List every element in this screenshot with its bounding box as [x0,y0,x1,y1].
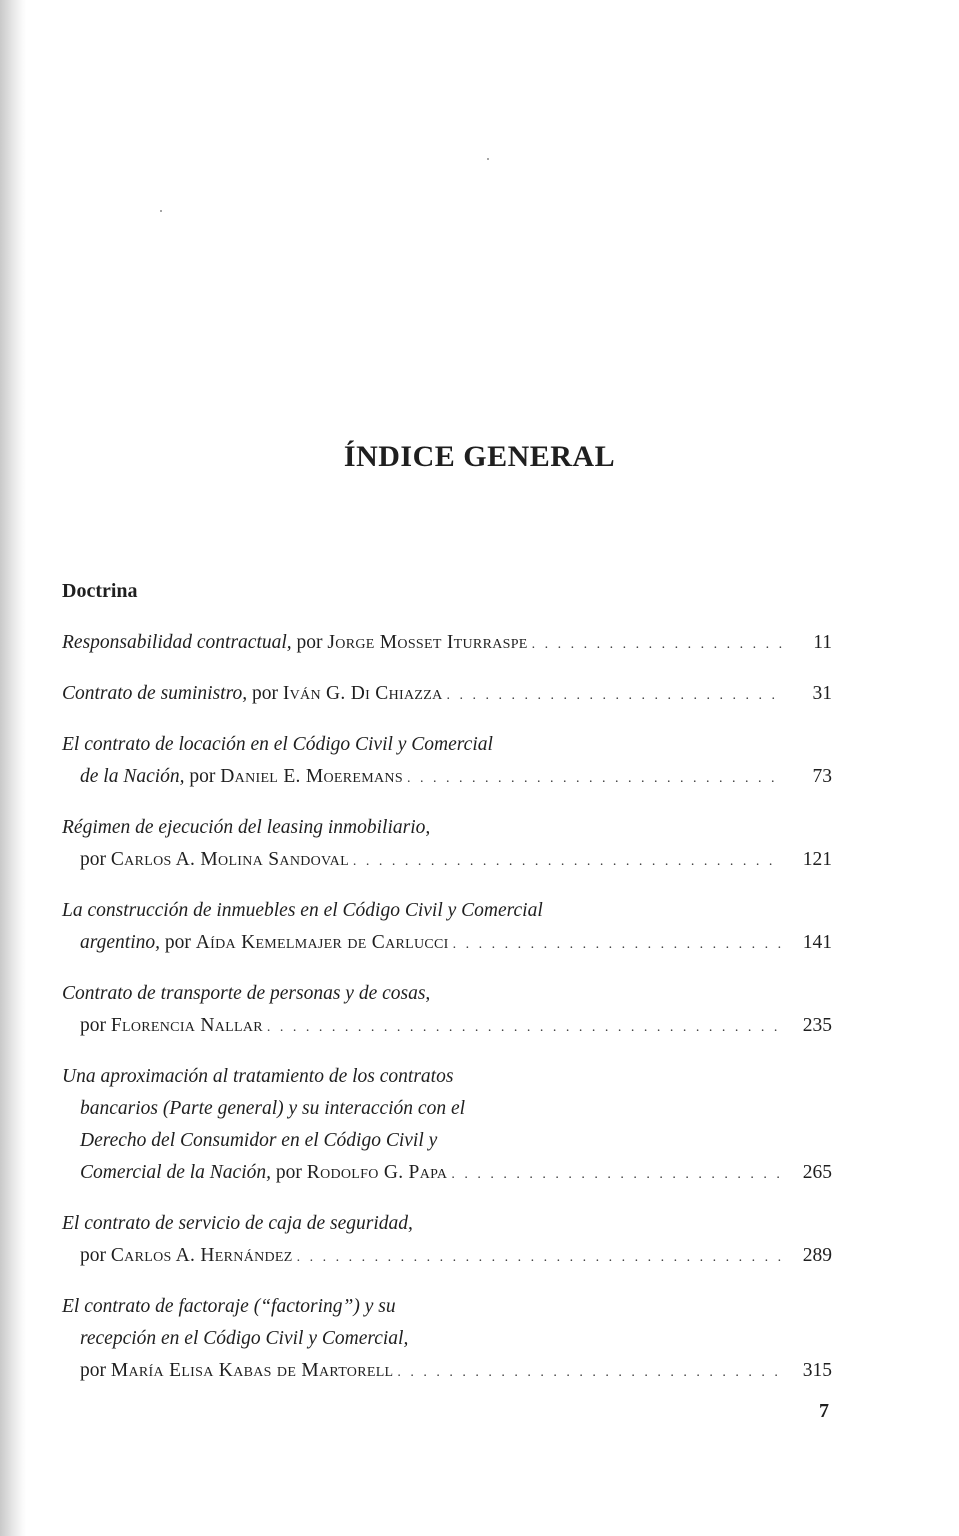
page-gutter-shadow [0,0,26,1536]
entry-page-number: 235 [802,1015,832,1036]
entry-author: Iván G. Di Chiazza [282,683,443,704]
entry-page-number: 121 [802,849,832,870]
toc-entry[interactable] [62,678,832,712]
entry-por: por [296,632,323,653]
entry-por: por [80,849,106,870]
entry-author: Aída Kemelmajer de Carlucci [195,932,449,953]
leader-dots [297,1242,782,1274]
entry-author: Rodolfo G. Papa [306,1162,448,1183]
entry-por: por [189,766,216,787]
toc-entry[interactable] [62,1291,832,1389]
entry-title: Contrato de transporte de personas y de cosas, [62,983,431,1004]
entry-page-number: 11 [813,632,832,653]
entry-title-continued: Derecho del Consumidor en el Código Civil y [80,1130,438,1151]
entry-por: por [80,1245,106,1266]
entry-author: Florencia Nallar [110,1015,263,1036]
toc-entry[interactable] [62,812,832,878]
leader-dots [397,1357,782,1389]
entry-por: por [275,1162,302,1183]
leader-dots [353,846,782,878]
entry-title: El contrato de servicio de caja de seguridad, [62,1213,413,1234]
leader-dots [407,763,782,795]
entry-title: La construcción de inmuebles en el Código Civil y Comercial [62,900,543,921]
toc-entry[interactable] [62,1061,832,1191]
leader-dots [447,680,783,712]
leader-dots [453,929,782,961]
leader-dots [451,1159,782,1191]
entry-por: por [80,1360,106,1381]
toc-entry[interactable] [62,895,832,961]
entry-por: por [80,1015,106,1036]
entry-page-number: 265 [802,1162,832,1183]
entry-title-continued: bancarios (Parte general) y su interacción con el [80,1098,466,1119]
entry-author: María Elisa Kabas de Martorell [110,1360,394,1381]
entry-title: Una aproximación al tratamiento de los contratos [62,1066,454,1087]
entry-title: El contrato de locación en el Código Civil y Comercial [62,734,493,755]
entry-page-number: 73 [812,766,832,787]
entry-por: por [164,932,191,953]
page-title: ÍNDICE GENERAL [343,440,616,473]
entry-author: Daniel E. Moeremans [220,766,403,787]
entry-title-continued: recepción en el Código Civil y Comercial, [80,1328,409,1349]
entry-title: El contrato de factoraje (“factoring”) y su [62,1296,396,1317]
scan-speck [160,210,162,212]
entry-author: Jorge Mosset Iturraspe [327,632,528,653]
entry-title: Responsabilidad contractual, [62,632,292,653]
toc-entry[interactable] [62,978,832,1044]
entry-title-continued: de la Nación, [80,766,185,787]
leader-dots [532,629,782,661]
entry-page-number: 315 [802,1360,832,1381]
toc-entry[interactable] [62,627,832,661]
table-of-contents [62,627,832,1406]
leader-dots [267,1012,782,1044]
entry-page-number: 289 [802,1245,832,1266]
entry-title: Régimen de ejecución del leasing inmobiliario, [62,817,431,838]
entry-page-number: 31 [812,683,832,704]
entry-title-continued: Comercial de la Nación, [80,1162,272,1183]
entry-title-continued: argentino, [80,932,160,953]
scan-speck [487,158,489,160]
entry-page-number: 141 [802,932,832,953]
toc-entry[interactable] [62,1208,832,1274]
entry-author: Carlos A. Hernández [110,1245,293,1266]
entry-author: Carlos A. Molina Sandoval [110,849,349,870]
section-heading: Doctrina [62,580,138,602]
page-folio-number: 7 [819,1400,829,1422]
toc-entry[interactable] [62,729,832,795]
entry-title: Contrato de suministro, [62,683,248,704]
entry-por: por [251,683,278,704]
